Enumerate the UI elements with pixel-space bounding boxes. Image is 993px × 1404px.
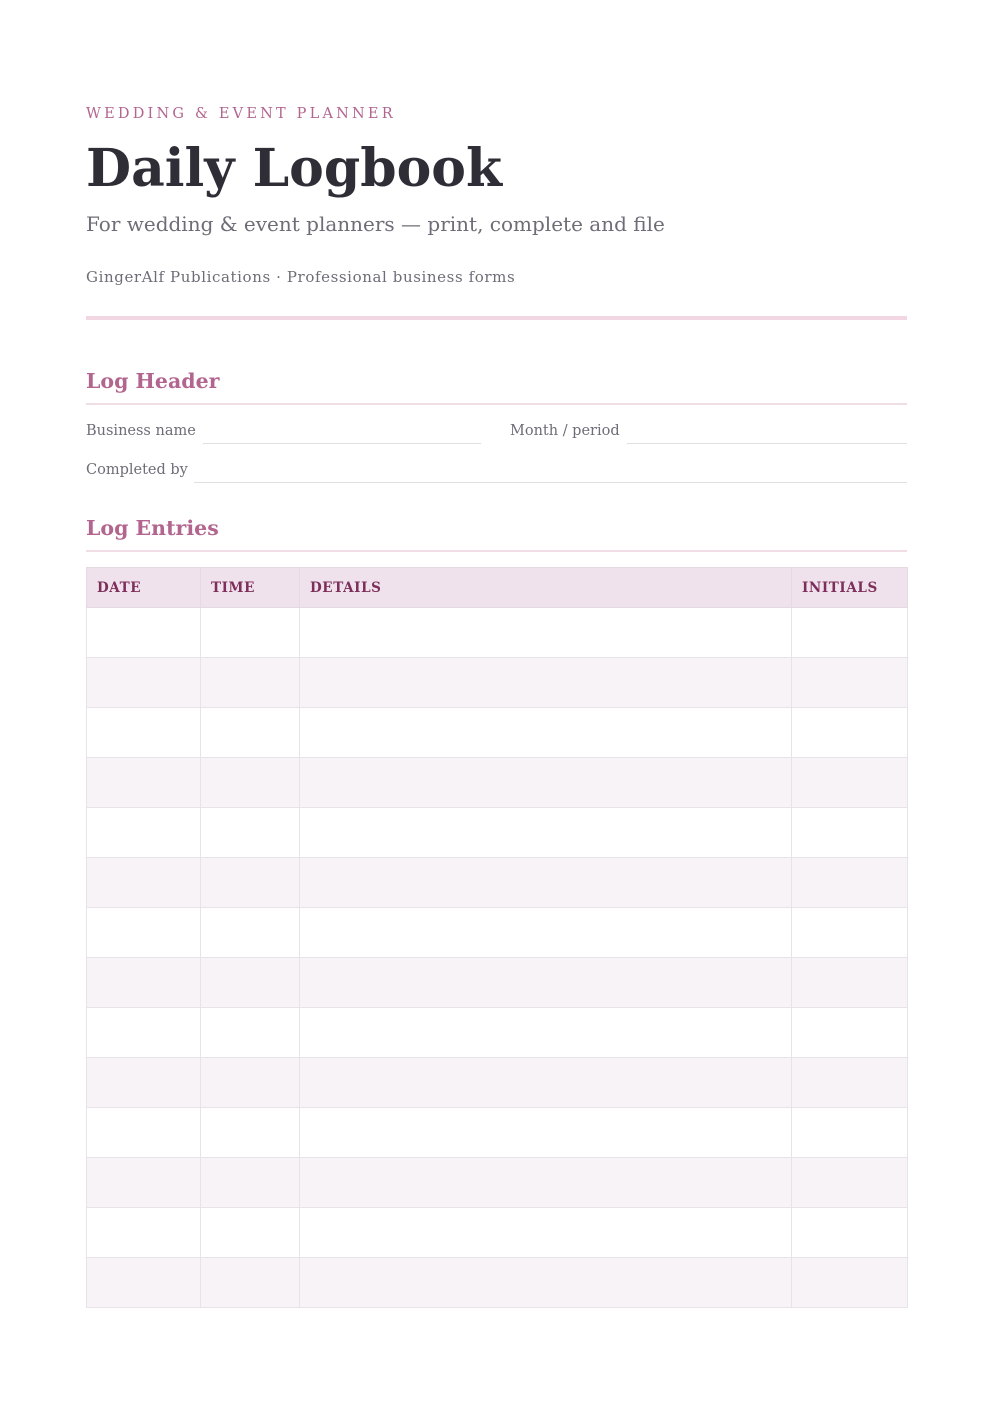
table-row	[87, 1108, 908, 1158]
completed-by-field[interactable]	[194, 482, 907, 483]
date-cell[interactable]	[87, 1258, 201, 1308]
details-cell[interactable]	[300, 608, 792, 658]
table-row	[87, 708, 908, 758]
column-header-time: TIME	[201, 568, 300, 608]
details-cell[interactable]	[300, 1058, 792, 1108]
details-cell[interactable]	[300, 1258, 792, 1308]
details-cell[interactable]	[300, 908, 792, 958]
initials-cell[interactable]	[792, 958, 908, 1008]
table-row	[87, 958, 908, 1008]
table-row	[87, 908, 908, 958]
details-cell[interactable]	[300, 658, 792, 708]
details-cell[interactable]	[300, 1208, 792, 1258]
completed-by-label: Completed by	[86, 462, 188, 478]
time-cell[interactable]	[201, 758, 300, 808]
table-row	[87, 1058, 908, 1108]
initials-cell[interactable]	[792, 1158, 908, 1208]
initials-cell[interactable]	[792, 708, 908, 758]
category-label: WEDDING & EVENT PLANNER	[86, 106, 396, 122]
time-cell[interactable]	[201, 1008, 300, 1058]
page-title: Daily Logbook	[86, 138, 502, 199]
table-row	[87, 758, 908, 808]
initials-cell[interactable]	[792, 1108, 908, 1158]
table-row	[87, 808, 908, 858]
details-cell[interactable]	[300, 708, 792, 758]
date-cell[interactable]	[87, 808, 201, 858]
time-cell[interactable]	[201, 1158, 300, 1208]
log-entries-table	[86, 567, 908, 1308]
date-cell[interactable]	[87, 758, 201, 808]
table-row	[87, 858, 908, 908]
date-cell[interactable]	[87, 1108, 201, 1158]
initials-cell[interactable]	[792, 1258, 908, 1308]
table-row	[87, 658, 908, 708]
details-cell[interactable]	[300, 1158, 792, 1208]
business-name-label: Business name	[86, 423, 196, 439]
table-header-row	[87, 568, 908, 608]
details-cell[interactable]	[300, 808, 792, 858]
date-cell[interactable]	[87, 608, 201, 658]
date-cell[interactable]	[87, 1008, 201, 1058]
initials-cell[interactable]	[792, 758, 908, 808]
time-cell[interactable]	[201, 1108, 300, 1158]
column-header-details: DETAILS	[300, 568, 792, 608]
date-cell[interactable]	[87, 1208, 201, 1258]
details-cell[interactable]	[300, 758, 792, 808]
details-cell[interactable]	[300, 1008, 792, 1058]
date-cell[interactable]	[87, 1158, 201, 1208]
table-row	[87, 1158, 908, 1208]
log-entries-divider	[86, 550, 907, 552]
publisher-line: GingerAlf Publications · Professional business forms	[86, 268, 516, 286]
time-cell[interactable]	[201, 708, 300, 758]
page-subtitle: For wedding & event planners — print, complete and file	[86, 212, 665, 236]
time-cell[interactable]	[201, 1208, 300, 1258]
details-cell[interactable]	[300, 958, 792, 1008]
time-cell[interactable]	[201, 908, 300, 958]
time-cell[interactable]	[201, 608, 300, 658]
initials-cell[interactable]	[792, 608, 908, 658]
log-entries-section-title: Log Entries	[86, 516, 219, 540]
header-divider	[86, 316, 907, 320]
details-cell[interactable]	[300, 858, 792, 908]
column-header-date: DATE	[87, 568, 201, 608]
date-cell[interactable]	[87, 658, 201, 708]
date-cell[interactable]	[87, 858, 201, 908]
date-cell[interactable]	[87, 958, 201, 1008]
date-cell[interactable]	[87, 908, 201, 958]
table-row	[87, 1008, 908, 1058]
table-row	[87, 608, 908, 658]
log-entries-body	[87, 608, 908, 1308]
time-cell[interactable]	[201, 808, 300, 858]
business-name-field[interactable]	[203, 443, 481, 444]
details-cell[interactable]	[300, 1108, 792, 1158]
initials-cell[interactable]	[792, 1008, 908, 1058]
date-cell[interactable]	[87, 708, 201, 758]
initials-cell[interactable]	[792, 1208, 908, 1258]
initials-cell[interactable]	[792, 808, 908, 858]
initials-cell[interactable]	[792, 908, 908, 958]
month-period-field[interactable]	[627, 443, 907, 444]
time-cell[interactable]	[201, 1258, 300, 1308]
time-cell[interactable]	[201, 858, 300, 908]
time-cell[interactable]	[201, 958, 300, 1008]
time-cell[interactable]	[201, 658, 300, 708]
table-row	[87, 1258, 908, 1308]
date-cell[interactable]	[87, 1058, 201, 1108]
table-row	[87, 1208, 908, 1258]
initials-cell[interactable]	[792, 1058, 908, 1108]
log-header-divider	[86, 403, 907, 405]
log-header-section-title: Log Header	[86, 369, 220, 393]
time-cell[interactable]	[201, 1058, 300, 1108]
initials-cell[interactable]	[792, 658, 908, 708]
column-header-initials: INITIALS	[792, 568, 908, 608]
month-period-label: Month / period	[510, 423, 620, 439]
initials-cell[interactable]	[792, 858, 908, 908]
